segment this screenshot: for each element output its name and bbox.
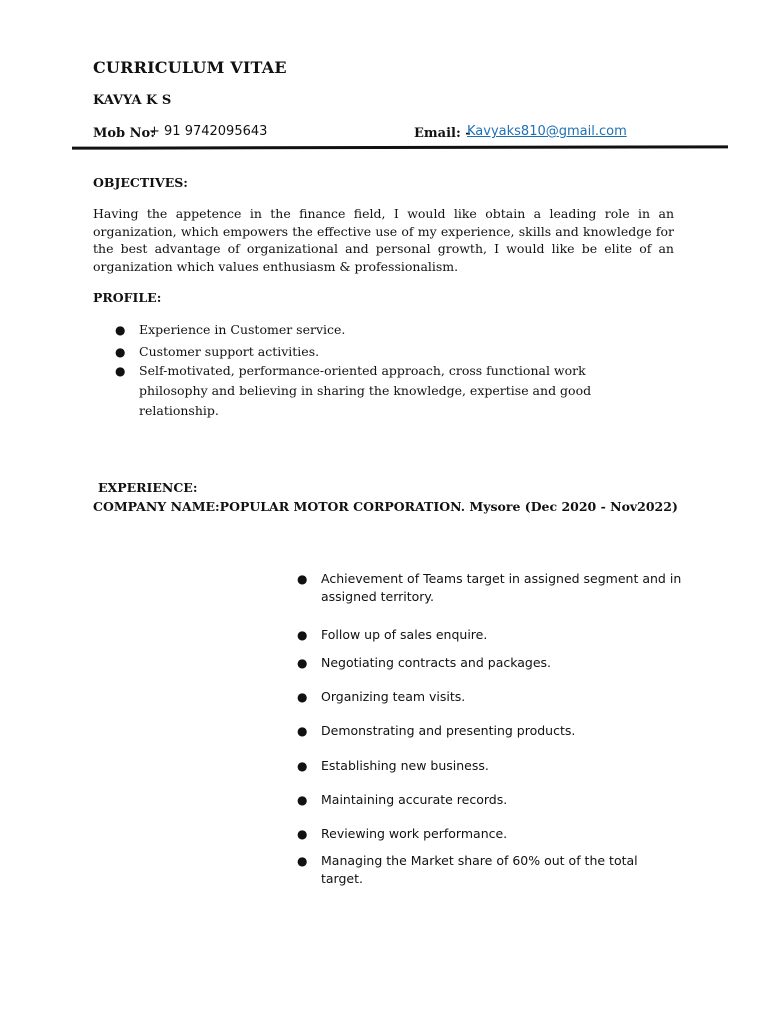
objectives-text: Having the appetence in the finance field, I would like obtain a leading role in an organization, which empowers the effective use of my experience, skills and knowledge for the best advantage of organizational and personal growth, I would like be elite of an organization which values enthusiasm & professionalism. <box>93 206 674 274</box>
list-item <box>115 361 609 421</box>
list-item <box>297 791 683 809</box>
duty-text: Managing the Market share of 60% out of the total target. <box>321 853 638 886</box>
duty-text: Demonstrating and presenting products. <box>321 723 576 738</box>
profile-heading: PROFILE: <box>93 290 162 305</box>
list-item <box>297 757 683 775</box>
bullet-icon: ● <box>297 690 308 704</box>
duty-text: Maintaining accurate records. <box>321 792 508 807</box>
bullet-icon: ● <box>297 759 308 773</box>
list-item <box>297 688 683 706</box>
bullet-icon: ● <box>115 364 126 378</box>
duty-text: Establishing new business. <box>321 758 489 773</box>
experience-heading: EXPERIENCE: <box>98 480 198 495</box>
duty-text: Negotiating contracts and packages. <box>321 655 552 670</box>
header-divider <box>72 145 728 149</box>
list-item <box>297 722 683 740</box>
company-line: COMPANY NAME:POPULAR MOTOR CORPORATION. Mysore (Dec 2020 - Nov2022) <box>93 499 678 514</box>
list-item <box>297 626 683 644</box>
profile-item-text: Self-motivated, performance-oriented approach, cross functional work philosophy and believing in sharing the knowledge, expertise and good relationship. <box>139 363 592 418</box>
email-link[interactable]: Kavyaks810@gmail.com <box>467 124 627 139</box>
mobile-label: Mob No: <box>93 126 156 141</box>
bullet-icon: ● <box>115 345 126 359</box>
list-item <box>297 654 683 672</box>
list-item <box>115 342 619 362</box>
list-item <box>297 852 661 888</box>
duty-text: Reviewing work performance. <box>321 826 508 841</box>
profile-item-text: Customer support activities. <box>139 344 320 359</box>
bullet-icon: ● <box>115 323 126 337</box>
bullet-icon: ● <box>297 793 308 807</box>
profile-item-text: Experience in Customer service. <box>139 322 346 337</box>
bullet-icon: ● <box>297 572 308 586</box>
bullet-icon: ● <box>297 656 308 670</box>
document-title: CURRICULUM VITAE <box>93 58 287 77</box>
duty-text: Follow up of sales enquire. <box>321 627 488 642</box>
mobile-number: + 91 9742095643 <box>149 124 268 139</box>
list-item <box>297 570 683 606</box>
bullet-icon: ● <box>297 854 308 868</box>
email-label: Email: - <box>414 126 471 141</box>
bullet-icon: ● <box>297 724 308 738</box>
bullet-icon: ● <box>297 628 308 642</box>
list-item <box>297 825 683 843</box>
objectives-heading: OBJECTIVES: <box>93 175 188 190</box>
list-item <box>115 320 619 340</box>
duty-text: Achievement of Teams target in assigned segment and in assigned territory. <box>321 571 682 604</box>
candidate-name: KAVYA K S <box>93 93 172 108</box>
bullet-icon: ● <box>297 827 308 841</box>
duty-text: Organizing team visits. <box>321 689 466 704</box>
